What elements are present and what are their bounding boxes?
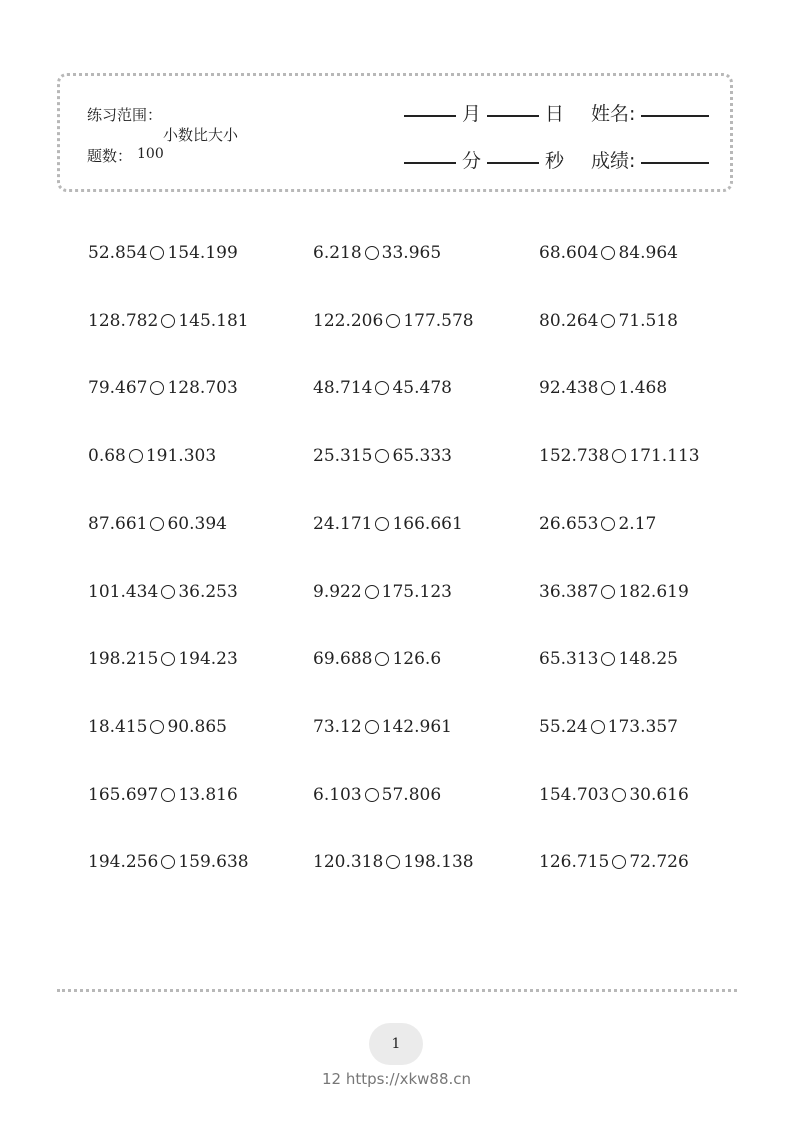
answer-circle[interactable] — [375, 517, 389, 531]
answer-circle[interactable] — [129, 449, 143, 463]
right-number: 57.806 — [381, 784, 442, 805]
comparison-problem — [539, 649, 678, 669]
left-number: 73.12 — [313, 716, 362, 737]
comparison-problem — [88, 582, 238, 602]
range-label: 练习范围： — [87, 106, 163, 124]
answer-circle[interactable] — [161, 314, 175, 328]
answer-circle[interactable] — [601, 652, 615, 666]
right-number: 191.303 — [145, 446, 217, 467]
comparison-problem — [539, 785, 689, 805]
left-number: 36.387 — [539, 581, 599, 602]
answer-circle[interactable] — [150, 246, 164, 260]
left-number: 92.438 — [539, 378, 599, 399]
footer-divider — [57, 989, 737, 992]
answer-circle[interactable] — [601, 381, 615, 395]
page-number-text: 1 — [391, 1036, 401, 1052]
left-number: 9.922 — [313, 581, 362, 602]
right-number: 90.865 — [167, 716, 227, 737]
answer-circle[interactable] — [365, 720, 379, 734]
score-label: 成绩: — [591, 150, 636, 172]
comparison-problem — [539, 514, 656, 534]
answer-circle[interactable] — [365, 585, 379, 599]
left-number: 120.318 — [313, 852, 384, 873]
answer-circle[interactable] — [612, 449, 626, 463]
comparison-problem — [313, 649, 441, 669]
page-number — [369, 1023, 423, 1065]
answer-circle[interactable] — [161, 855, 175, 869]
answer-circle[interactable] — [375, 652, 389, 666]
answer-circle[interactable] — [612, 855, 626, 869]
header-box — [57, 73, 733, 192]
left-number: 6.103 — [313, 784, 362, 805]
right-number: 2.17 — [618, 513, 657, 534]
answer-circle[interactable] — [386, 314, 400, 328]
left-number: 65.313 — [539, 649, 599, 670]
comparison-problem — [88, 514, 227, 534]
comparison-problem — [88, 852, 249, 872]
right-number: 84.964 — [618, 243, 678, 263]
topic-value: 小数比大小 — [163, 126, 239, 144]
comparison-problem — [88, 649, 238, 669]
day-label: 日 — [545, 103, 565, 125]
right-number: 71.518 — [618, 310, 678, 331]
comparison-problem — [539, 311, 678, 331]
minute-blank[interactable] — [404, 162, 456, 164]
right-number: 60.394 — [167, 513, 227, 534]
right-number: 159.638 — [178, 852, 249, 873]
left-number: 198.215 — [88, 649, 159, 670]
left-number: 48.714 — [313, 378, 373, 399]
footer-url: 12 https://xkw88.cn — [321, 1070, 472, 1088]
left-number: 18.415 — [88, 716, 148, 737]
comparison-problem — [539, 582, 689, 602]
right-number: 154.199 — [167, 243, 238, 263]
comparison-problem — [88, 378, 238, 398]
right-number: 145.181 — [178, 310, 249, 331]
comparison-problem — [539, 446, 700, 466]
count-label: 题数： — [87, 147, 133, 165]
left-number: 101.434 — [88, 581, 159, 602]
comparison-problem — [88, 785, 238, 805]
answer-circle[interactable] — [386, 855, 400, 869]
right-number: 171.113 — [629, 446, 700, 467]
answer-circle[interactable] — [601, 517, 615, 531]
name-blank[interactable] — [641, 115, 709, 117]
comparison-problem — [539, 378, 667, 398]
score-blank[interactable] — [641, 162, 709, 164]
answer-circle[interactable] — [161, 585, 175, 599]
comparison-problem — [313, 717, 452, 737]
answer-circle[interactable] — [601, 585, 615, 599]
name-label: 姓名: — [591, 103, 636, 125]
left-number: 87.661 — [88, 513, 148, 534]
left-number: 25.315 — [313, 446, 373, 467]
right-number: 65.333 — [392, 446, 452, 467]
comparison-problem — [539, 717, 678, 737]
right-number: 72.726 — [629, 852, 689, 873]
answer-circle[interactable] — [612, 788, 626, 802]
left-number: 52.854 — [88, 243, 148, 263]
left-number: 80.264 — [539, 310, 599, 331]
answer-circle[interactable] — [375, 449, 389, 463]
left-number: 24.171 — [313, 513, 373, 534]
day-blank[interactable] — [487, 115, 539, 117]
comparison-problem — [88, 243, 238, 263]
left-number: 26.653 — [539, 513, 599, 534]
left-number: 194.256 — [88, 852, 159, 873]
left-number: 0.68 — [88, 446, 126, 467]
right-number: 1.468 — [618, 378, 668, 399]
answer-circle[interactable] — [375, 381, 389, 395]
answer-circle[interactable] — [150, 381, 164, 395]
left-number: 122.206 — [313, 310, 384, 331]
right-number: 126.6 — [392, 649, 442, 670]
comparison-problem — [313, 514, 463, 534]
left-number: 154.703 — [539, 784, 610, 805]
left-number: 126.715 — [539, 852, 610, 873]
right-number: 142.961 — [381, 716, 452, 737]
left-number: 79.467 — [88, 378, 148, 399]
minute-label: 分 — [462, 150, 482, 172]
comparison-problem — [313, 785, 441, 805]
comparison-problem — [313, 852, 474, 872]
answer-circle[interactable] — [591, 720, 605, 734]
left-number: 69.688 — [313, 649, 373, 670]
answer-circle[interactable] — [601, 246, 615, 260]
comparison-problem — [313, 378, 452, 398]
right-number: 148.25 — [618, 649, 678, 670]
comparison-problem — [313, 311, 474, 331]
month-label: 月 — [462, 103, 482, 125]
comparison-problem — [539, 243, 678, 263]
comparison-problem — [313, 582, 452, 602]
right-number: 13.816 — [178, 784, 238, 805]
comparison-problem — [88, 446, 216, 466]
month-blank[interactable] — [404, 115, 456, 117]
right-number: 45.478 — [392, 378, 452, 399]
right-number: 30.616 — [629, 784, 689, 805]
right-number: 36.253 — [178, 581, 238, 602]
right-number: 175.123 — [381, 581, 452, 602]
answer-circle[interactable] — [365, 246, 379, 260]
answer-circle[interactable] — [161, 788, 175, 802]
left-number: 6.218 — [313, 243, 362, 263]
answer-circle[interactable] — [161, 652, 175, 666]
left-number: 165.697 — [88, 784, 159, 805]
second-blank[interactable] — [487, 162, 539, 164]
left-number: 55.24 — [539, 716, 588, 737]
right-number: 33.965 — [381, 243, 442, 263]
right-number: 173.357 — [607, 716, 678, 737]
comparison-problem — [313, 446, 452, 466]
comparison-problem — [88, 311, 249, 331]
answer-circle[interactable] — [150, 720, 164, 734]
left-number: 152.738 — [539, 446, 610, 467]
left-number: 128.782 — [88, 310, 159, 331]
answer-circle[interactable] — [365, 788, 379, 802]
answer-circle[interactable] — [150, 517, 164, 531]
right-number: 166.661 — [392, 513, 463, 534]
right-number: 177.578 — [403, 310, 474, 331]
right-number: 194.23 — [178, 649, 238, 670]
comparison-problem — [88, 717, 227, 737]
right-number: 198.138 — [403, 852, 474, 873]
left-number: 68.604 — [539, 243, 599, 263]
comparison-problem — [313, 243, 441, 263]
right-number: 128.703 — [167, 378, 238, 399]
count-value: 100 — [137, 146, 164, 162]
comparison-problem — [539, 852, 689, 872]
second-label: 秒 — [545, 150, 565, 172]
answer-circle[interactable] — [601, 314, 615, 328]
right-number: 182.619 — [618, 581, 689, 602]
